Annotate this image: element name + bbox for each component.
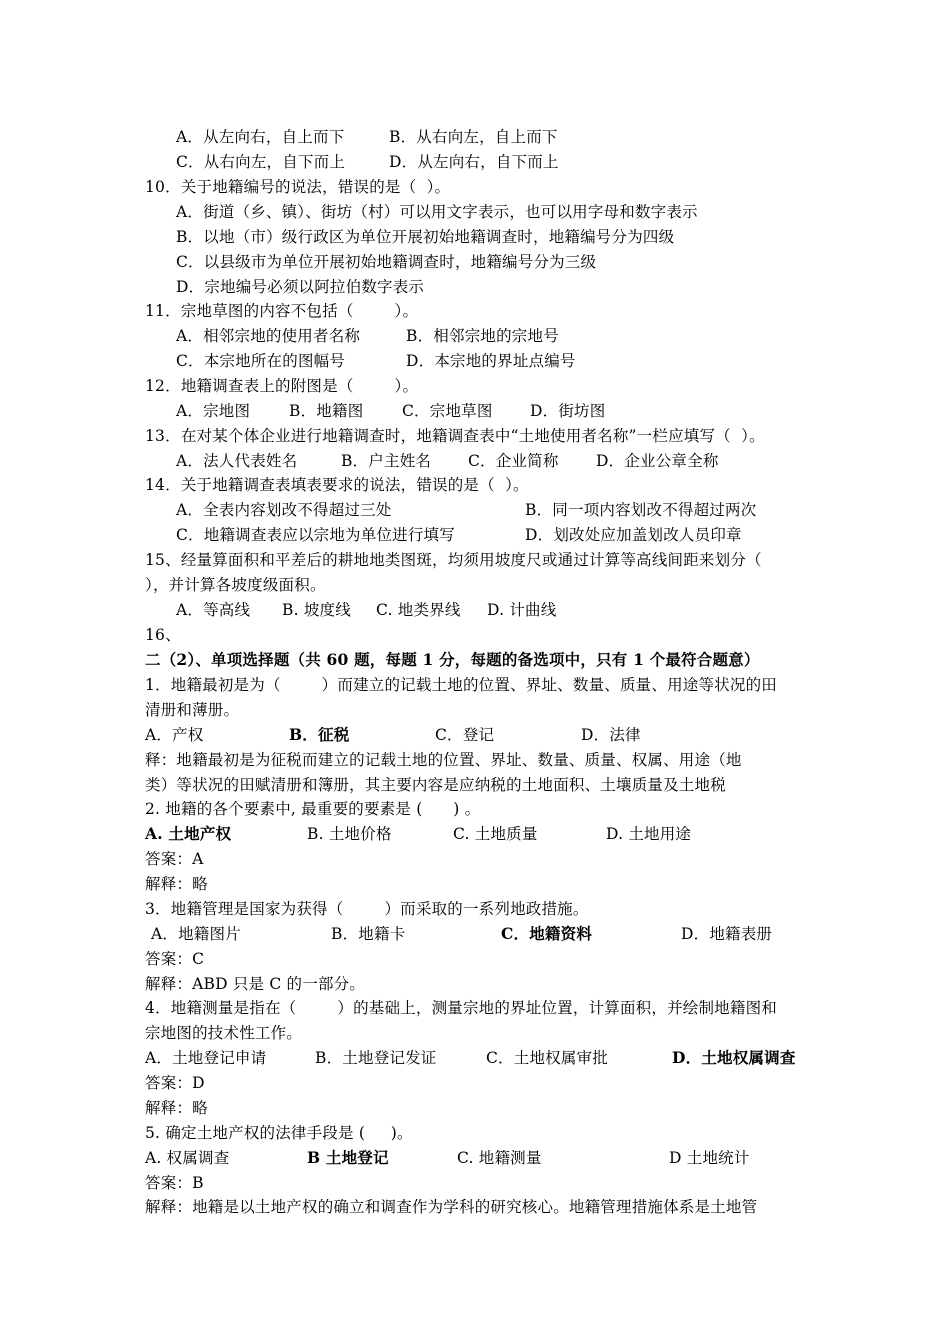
q9-option-d: D．从左向右，自下而上 bbox=[389, 153, 559, 171]
s1-option-a: A．产权 bbox=[145, 726, 204, 744]
s3-option-c-correct: C．地籍资料 bbox=[501, 924, 593, 943]
q11-stem: 11．宗地草图的内容不包括（ ）。 bbox=[145, 302, 419, 320]
q12-option-a: A．宗地图 bbox=[176, 402, 251, 420]
s4-explanation: 解释：略 bbox=[145, 1099, 208, 1117]
q10-option-b: B．以地（市）级行政区为单位开展初始地籍调查时，地籍编号分为四级 bbox=[176, 228, 675, 246]
s1-stem-line2: 清册和薄册。 bbox=[145, 701, 240, 719]
q9-option-a: A．从左向右，自上而下 bbox=[176, 128, 345, 146]
q15-option-a: A．等高线 bbox=[176, 601, 251, 619]
s3-stem: 3．地籍管理是国家为获得（ ）而采取的一系列地政措施。 bbox=[145, 900, 589, 918]
q12-option-c: C．宗地草图 bbox=[402, 402, 493, 420]
s4-option-d-correct: D．土地权属调查 bbox=[672, 1048, 796, 1067]
s5-stem: 5. 确定土地产权的法律手段是 ( )。 bbox=[145, 1124, 413, 1142]
s5-option-b-correct: B 土地登记 bbox=[307, 1148, 389, 1167]
q15-stem-line2: ），并计算各坡度级面积。 bbox=[145, 576, 326, 594]
s5-option-c: C. 地籍测量 bbox=[457, 1149, 542, 1167]
q14-option-a: A．全表内容划改不得超过三处 bbox=[176, 501, 392, 519]
s1-explanation-line2: 类）等状况的田赋清册和簿册，其主要内容是应纳税的土地面积、土壤质量及土地税 bbox=[145, 776, 726, 794]
q16-number: 16、 bbox=[145, 626, 181, 644]
q10-option-d: D．宗地编号必须以阿拉伯数字表示 bbox=[176, 278, 425, 296]
s5-explanation: 解释：地籍是以土地产权的确立和调查作为学科的研究核心。地籍管理措施体系是土地管 bbox=[145, 1198, 758, 1216]
q14-stem: 14．关于地籍调查表填表要求的说法，错误的是（ ）。 bbox=[145, 476, 529, 494]
q11-option-c: C．本宗地所在的图幅号 bbox=[176, 352, 346, 370]
q15-option-c: C. 地类界线 bbox=[376, 601, 461, 619]
s2-option-d: D. 土地用途 bbox=[606, 825, 692, 843]
s1-option-d: D．法律 bbox=[581, 726, 641, 744]
s3-answer: 答案：C bbox=[145, 950, 205, 968]
s5-option-a: A. 权属调查 bbox=[145, 1149, 230, 1167]
q9-option-c: C．从右向左，自下而上 bbox=[176, 153, 346, 171]
s2-option-c: C. 土地质量 bbox=[453, 825, 538, 843]
q11-option-a: A．相邻宗地的使用者名称 bbox=[176, 327, 361, 345]
q12-stem: 12．地籍调查表上的附图是（ ）。 bbox=[145, 377, 419, 395]
section-title: 二（2）、单项选择题（共 60 题，每题 1 分，每题的备选项中，只有 1 个最符合题意） bbox=[145, 650, 760, 669]
s5-answer: 答案：B bbox=[145, 1174, 204, 1192]
s3-option-b: B．地籍卡 bbox=[331, 925, 406, 943]
q13-option-d: D．企业公章全称 bbox=[596, 452, 719, 470]
s1-stem-line1: 1．地籍最初是为（ ）而建立的记载土地的位置、界址、数量、质量、用途等状况的田 bbox=[145, 676, 777, 694]
q13-option-c: C．企业简称 bbox=[468, 452, 559, 470]
q10-option-a: A．街道（乡、镇）、街坊（村）可以用文字表示，也可以用字母和数字表示 bbox=[176, 203, 698, 221]
q14-option-c: C．地籍调查表应以宗地为单位进行填写 bbox=[176, 526, 455, 544]
q9-option-b: B．从右向左，自上而下 bbox=[389, 128, 558, 146]
s1-option-c: C．登记 bbox=[435, 726, 495, 744]
s2-option-a-correct: A. 土地产权 bbox=[145, 824, 232, 843]
s4-answer: 答案：D bbox=[145, 1074, 205, 1092]
q15-option-b: B. 坡度线 bbox=[282, 601, 351, 619]
q11-option-b: B．相邻宗地的宗地号 bbox=[406, 327, 559, 345]
q10-option-c: C．以县级市为单位开展初始地籍调查时，地籍编号分为三级 bbox=[176, 253, 597, 271]
q13-stem: 13．在对某个体企业进行地籍调查时，地籍调查表中“土地使用者名称”一栏应填写（ ）。 bbox=[145, 427, 765, 445]
s4-stem-line1: 4．地籍测量是指在（ ）的基础上，测量宗地的界址位置，计算面积，并绘制地籍图和 bbox=[145, 999, 777, 1017]
s1-explanation-line1: 释：地籍最初是为征税而建立的记载土地的位置、界址、数量、质量、权属、用途（地 bbox=[145, 751, 742, 769]
s2-answer: 答案：A bbox=[145, 850, 204, 868]
s5-option-d: D 土地统计 bbox=[669, 1149, 750, 1167]
q13-option-b: B．户主姓名 bbox=[341, 452, 432, 470]
q12-option-d: D．街坊图 bbox=[530, 402, 606, 420]
q15-option-d: D. 计曲线 bbox=[487, 601, 557, 619]
q12-option-b: B．地籍图 bbox=[289, 402, 364, 420]
q14-option-d: D．划改处应加盖划改人员印章 bbox=[525, 526, 742, 544]
q11-option-d: D．本宗地的界址点编号 bbox=[406, 352, 576, 370]
s4-option-c: C．土地权属审批 bbox=[486, 1049, 608, 1067]
s4-option-a: A．土地登记申请 bbox=[145, 1049, 267, 1067]
q13-option-a: A．法人代表姓名 bbox=[176, 452, 298, 470]
q14-option-b: B．同一项内容划改不得超过两次 bbox=[525, 501, 757, 519]
s3-option-a: A．地籍图片 bbox=[151, 925, 241, 943]
s2-stem: 2. 地籍的各个要素中, 最重要的要素是 ( ) 。 bbox=[145, 800, 481, 818]
s3-explanation: 解释：ABD 只是 C 的一部分。 bbox=[145, 975, 366, 993]
q15-stem-line1: 15、经量算面积和平差后的耕地地类图斑，均须用坡度尺或通过计算等高线间距来划分（ bbox=[145, 551, 762, 569]
s3-option-d: D．地籍表册 bbox=[681, 925, 773, 943]
s4-option-b: B．土地登记发证 bbox=[315, 1049, 437, 1067]
s1-option-b-correct: B．征税 bbox=[289, 725, 350, 744]
s2-option-b: B. 土地价格 bbox=[307, 825, 392, 843]
q10-stem: 10．关于地籍编号的说法，错误的是（ ）。 bbox=[145, 178, 451, 196]
s2-explanation: 解释：略 bbox=[145, 875, 208, 893]
s4-stem-line2: 宗地图的技术性工作。 bbox=[145, 1024, 303, 1042]
